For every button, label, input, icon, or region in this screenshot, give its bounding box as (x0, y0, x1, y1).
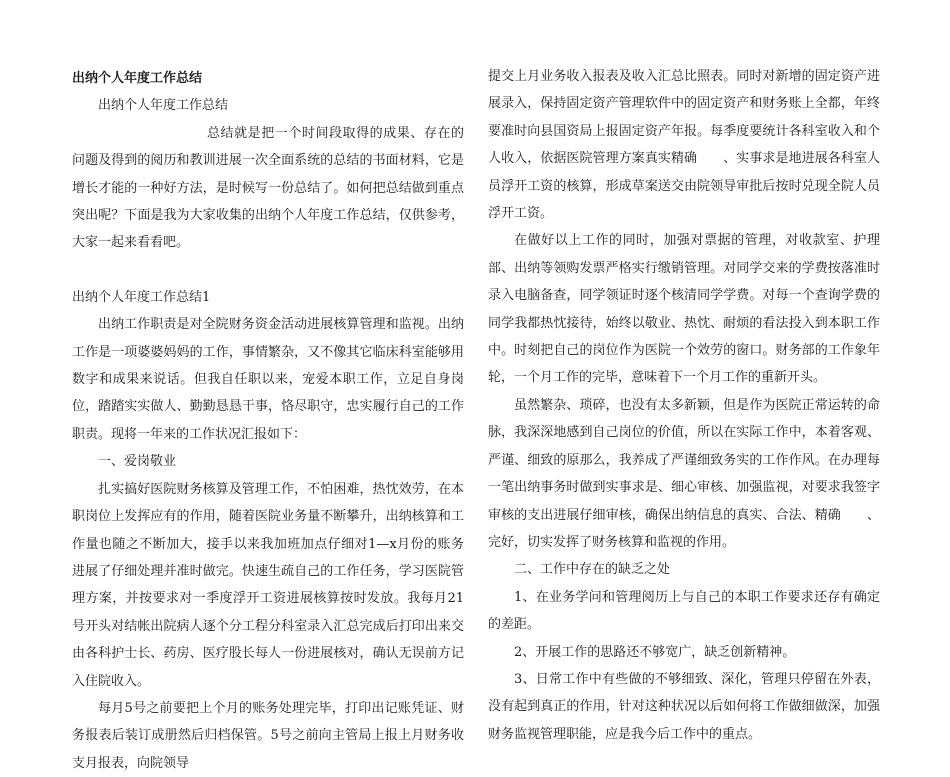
left-column (72, 60, 464, 777)
intro-paragraph: 总结就是把一个时间段取得的成果、存在的问题及得到的阅历和教训进展一次全面系统的总结的书面材料，它是增长才能的一种好方法，是时候写一份总结了。如何把总结做到重点突出呢？下面是我为大家收集的出纳个人年度工作总结，仅供参考，大家一起来看看吧。 (72, 125, 464, 251)
body-paragraph: 在做好以上工作的同时，加强对票据的管理，对收款室、护理部、出纳等领购发票严格实行缴销管理。对同学交来的学费按落准时录入电脑备查，同学领证时逐个核清同学学费。对每一个查询学费的同学我都热忱接待，始终以敬业、热忱、耐烦的看法投入到本职工作中。时刻把自己的岗位作为医院一个效劳的窗口。财务部的工作象年轮，一个月工作的完毕，意味着下一个月工作的重新开头。 (488, 233, 880, 386)
list-item: 1、在业务学问和管理阅历上与自己的本职工作要求还存有确定的差距。 (488, 589, 880, 633)
body-paragraph: 虽然繁杂、琐碎，也没有太多新颖，但是作为医院正常运转的命脉，我深深地感到自己岗位的价值，所以在实际工作中，本着客观、严谨、细致的原那么，我养成了严谨细致务实的工作作风。在办理每一笔出纳事务时做到实事求是、细心审核、加强监视，对要求我签字审核的支出进展仔细审核，确保出纳信息的真实、合法、精确 、完好，切实发挥了财务核算和监视的作用。 (488, 397, 880, 550)
body-paragraph-continued: 提交上月业务收入报表及收入汇总比照表。同时对新增的固定资产进展录入，保持固定资产管理软件中的固定资产和财务账上全都，年终要准时向县国资局上报固定资产年报。每季度要统计各科室收入和个人收入，依据医院管理方案真实精确 、实事求是地进展各科室人员浮开工资的核算，形成草案送交由院领导审批后按时兑现全院人员浮开工资。 (488, 69, 880, 222)
section-heading-shortcomings: 二、工作中存在的缺乏之处 (514, 562, 671, 578)
body-paragraph: 出纳工作职责是对全院财务资金活动进展核算管理和监视。出纳工作是一项婆婆妈妈的工作，事情繁杂，又不像其它临床科室能够用数字和成果来说话。但我自任职以来，宠爱本职工作，立足自身岗位，踏踏实实做人、勤勤恳恳干事，恪尽职守，忠实履行自己的工作职责。现将一年来的工作状况汇报如下： (72, 317, 464, 442)
paragraph-spacer (72, 257, 464, 284)
document-title: 出纳个人年度工作总结 (72, 71, 203, 86)
list-item: 2、开展工作的思路还不够宽广，缺乏创新精神。 (514, 644, 796, 660)
body-paragraph: 每月5号之前要把上个月的账务处理完毕，打印出记账凭证、财务报表后装订成册然后归档保管。5号之前向主管局上报上月财务收支月报表，向院领导 (72, 700, 464, 771)
body-paragraph: 扎实搞好医院财务核算及管理工作，不怕困难，热忱效劳，在本职岗位上发挥应有的作用，随着医院业务量不断攀升，出纳核算和工作量也随之不断加大，接手以来我加班加点仔细对1—x月份的账务进展了仔细处理并准时做完。快速生疏自己的工作任务，学习医院管理方案，并按要求对一季度浮开工资进展核算按时发放。我每月21号开头对结帐出院病人逐个分工程分科室录入汇总完成后打印出来交由各科护士长、药房、医疗股长每人一份进展核对，确认无误前方记入住院收入。 (72, 481, 464, 689)
list-item: 3、日常工作中有些做的不够细致、深化，管理只停留在外表，没有起到真正的作用，针对这种状况以后如何将工作做细做深，加强财务监视管理职能，应是我今后工作中的重点。 (488, 671, 880, 742)
section-heading-dedication: 一、爱岗敬业 (98, 454, 177, 470)
right-column (488, 63, 880, 748)
document-subtitle: 出纳个人年度工作总结 (98, 98, 229, 114)
section-title: 出纳个人年度工作总结1 (72, 289, 211, 305)
